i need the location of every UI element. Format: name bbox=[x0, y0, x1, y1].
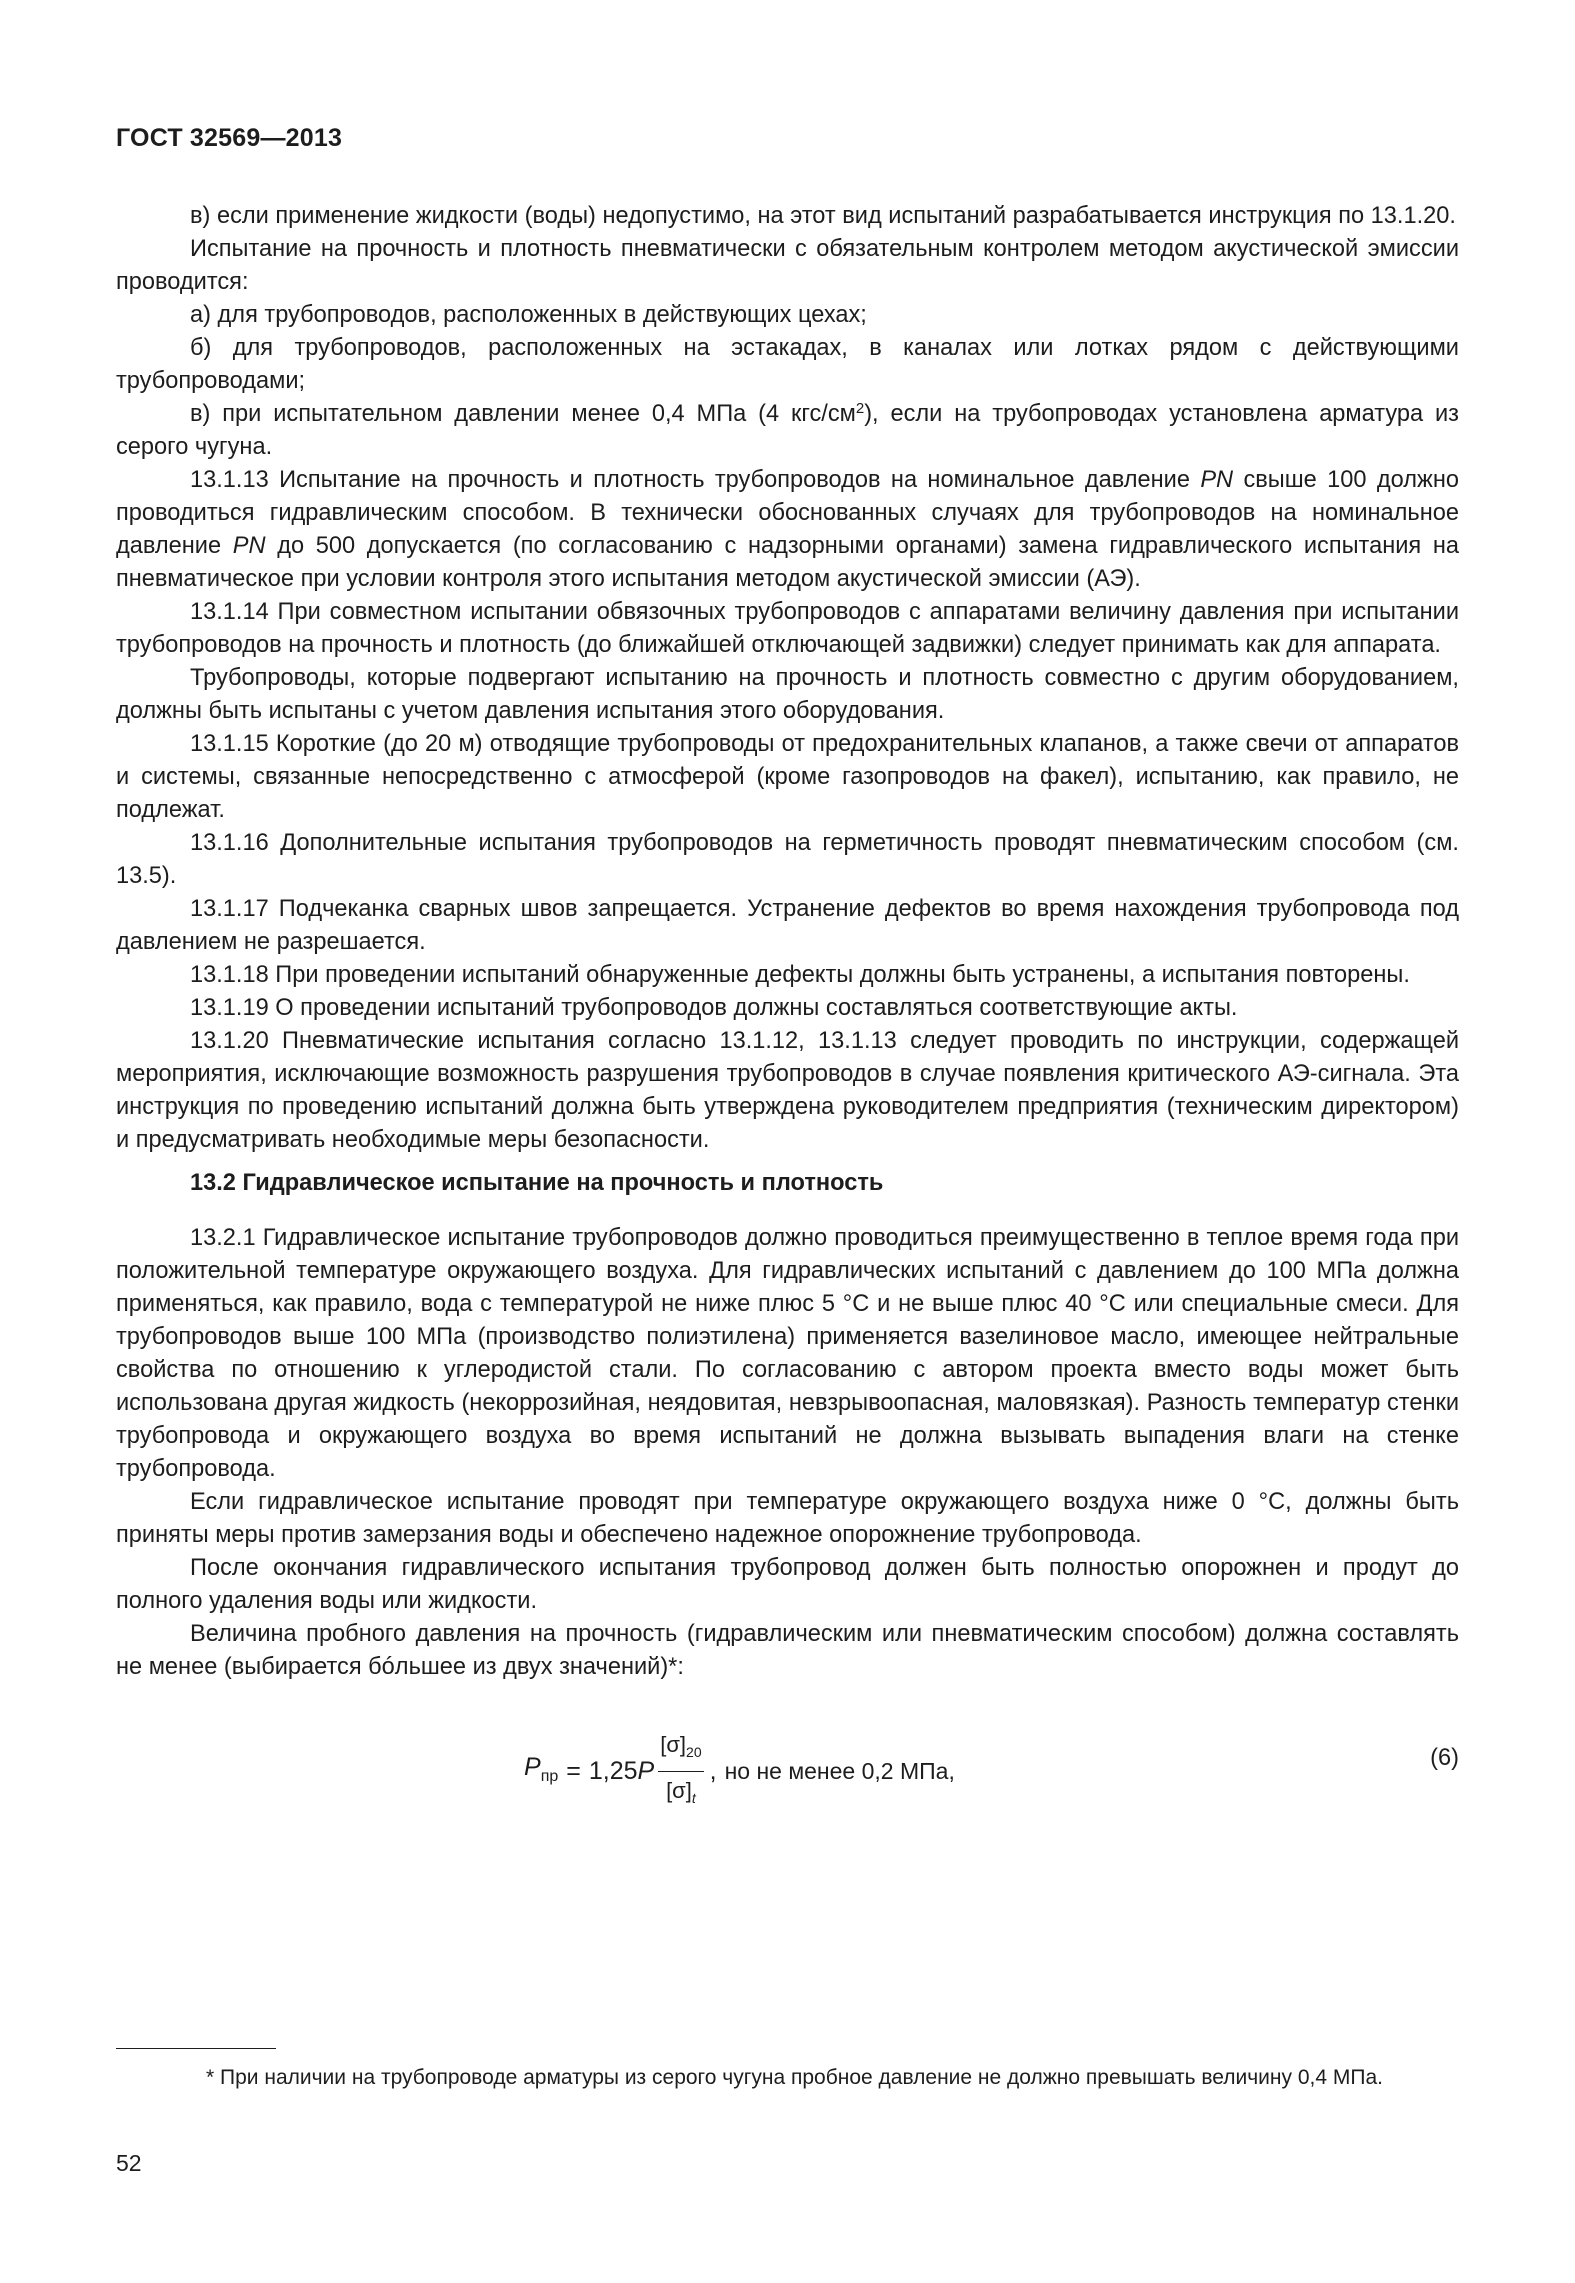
clause-13-1-13 bbox=[116, 464, 1459, 596]
document-body bbox=[116, 200, 1459, 1818]
clause-13-1-18: 13.1.18 При проведении испытаний обнаруженные дефекты должны быть устранены, а испытания повторены. bbox=[190, 962, 1410, 988]
formula-numerator bbox=[658, 1728, 703, 1772]
clause-13-1-14: 13.1.14 При совместном испытании обвязочных трубопроводов с аппаратами величину давления при испытании трубопроводов на прочность и плотность (до ближайшей отключающей задвижки) следует принимать как для аппарата. bbox=[116, 599, 1459, 658]
formula-variable: P bbox=[637, 1757, 655, 1785]
list-item: а) для трубопроводов, расположенных в действующих цехах; bbox=[190, 302, 867, 328]
clause-13-1-19: 13.1.19 О проведении испытаний трубопроводов должны составляться соответствующие акты. bbox=[190, 995, 1238, 1021]
list-item: б) для трубопроводов, расположенных на эстакадах, в каналах или лотках рядом с действующими трубопроводами; bbox=[116, 335, 1459, 394]
document-header: ГОСТ 32569—2013 bbox=[116, 124, 343, 152]
clause-13-1-16: 13.1.16 Дополнительные испытания трубопроводов на герметичность проводят пневматическим способом (см. 13.5). bbox=[116, 830, 1459, 889]
formula-comma: , bbox=[709, 1757, 717, 1785]
formula-fraction bbox=[658, 1728, 703, 1815]
footnote: * При наличии на трубопроводе арматуры из серого чугуна пробное давление не должно превышать величину 0,4 МПа. bbox=[206, 2066, 1383, 2089]
text-run: свыше 100 должно проводиться гидравлическим способом. В технически обоснованных случаях для трубопроводов на номинальное давление bbox=[116, 467, 1459, 559]
formula-lhs-subscript: пр bbox=[540, 1767, 559, 1785]
numerator-subscript: 20 bbox=[686, 1744, 702, 1760]
numerator-symbol: [σ] bbox=[660, 1732, 687, 1757]
formula-lhs-symbol: P bbox=[524, 1752, 541, 1781]
clause-13-1-15: 13.1.15 Короткие (до 20 м) отводящие трубопроводы от предохранительных клапанов, а также свечи от аппаратов и системы, связанные непосредственно с атмосферой (кроме газопроводов на факел), испытанию, как правило, не подлежат. bbox=[116, 731, 1459, 823]
formula-equals: = bbox=[566, 1757, 581, 1785]
pn-symbol: PN bbox=[1200, 467, 1234, 493]
superscript: 2 bbox=[855, 400, 865, 417]
text-run: ), если на трубопроводах установлена арматура из серого чугуна. bbox=[116, 401, 1459, 460]
clause-13-1-20: 13.1.20 Пневматические испытания согласно 13.1.12, 13.1.13 следует проводить по инструкции, содержащей мероприятия, исключающие возможность разрушения трубопроводов в случае появления критического АЭ-сигнала. Эта инструкция по проведению испытаний должна быть утверждена руководителем предприятия (техническим директором) и предусматривать необходимые меры безопасности. bbox=[116, 1028, 1459, 1153]
pn-symbol: PN bbox=[232, 533, 266, 559]
denominator-subscript: t bbox=[691, 1790, 696, 1806]
clause-13-1-17: 13.1.17 Подчеканка сварных швов запрещается. Устранение дефектов во время нахождения трубопровода под давлением не разрешается. bbox=[116, 896, 1459, 955]
text-run: в) при испытательном давлении менее 0,4 МПа (4 кгс/см bbox=[190, 401, 856, 427]
formula-6 bbox=[116, 1698, 1459, 1818]
formula-expression bbox=[524, 1728, 955, 1815]
footnote-divider bbox=[116, 2048, 276, 2049]
paragraph: в) если применение жидкости (воды) недопустимо, на этот вид испытаний разрабатывается инструкция по 13.1.20. bbox=[190, 203, 1456, 229]
paragraph: Трубопроводы, которые подвергают испытанию на прочность и плотность совместно с другим оборудованием, должны быть испытаны с учетом давления испытания этого оборудования. bbox=[116, 665, 1459, 724]
text-run: 13.1.13 Испытание на прочность и плотность трубопроводов на номинальное давление bbox=[190, 467, 1201, 493]
text-run: до 500 допускается (по согласованию с надзорными органами) замена гидравлического испытания на пневматическое при условии контроля этого испытания методом акустической эмиссии (АЭ). bbox=[116, 533, 1460, 592]
paragraph: Испытание на прочность и плотность пневматически с обязательным контролем методом акустической эмиссии проводится: bbox=[116, 236, 1459, 295]
list-item bbox=[116, 398, 1459, 464]
formula-denominator bbox=[664, 1772, 698, 1815]
section-heading: 13.2 Гидравлическое испытание на прочность и плотность bbox=[190, 1170, 884, 1196]
clause-13-2-1: 13.2.1 Гидравлическое испытание трубопроводов должно проводиться преимущественно в теплое время года при положительной температуре окружающего воздуха. Для гидравлических испытаний с давлением до 100 МПа должна применяться, как правило, вода с температурой не ниже плюс 5 °С и не выше плюс 40 °С или специальные смеси. Для трубопроводов выше 100 МПа (производство полиэтилена) применяется вазелиновое масло, имеющее нейтральные свойства по отношению к углеродистой стали. По согласованию с автором проекта вместо воды может быть использована другая жидкость (некоррозийная, неядовитая, невзрывоопасная, маловязкая). Разность температур стенки трубопровода и окружающего воздуха во время испытаний не должна вызывать выпадения влаги на стенке трубопровода. bbox=[116, 1225, 1459, 1482]
paragraph: Если гидравлическое испытание проводят при температуре окружающего воздуха ниже 0 °С, должны быть приняты меры против замерзания воды и обеспечено надежное опорожнение трубопровода. bbox=[116, 1489, 1459, 1548]
formula-coefficient: 1,25 bbox=[588, 1757, 638, 1785]
paragraph: После окончания гидравлического испытания трубопровод должен быть полностью опорожнен и продут до полного удаления воды или жидкости. bbox=[116, 1555, 1459, 1614]
page-number: 52 bbox=[116, 2150, 142, 2176]
paragraph: Величина пробного давления на прочность (гидравлическим или пневматическим способом) должна составлять не менее (выбирается бóльшее из двух значений)*: bbox=[116, 1621, 1459, 1680]
formula-lhs bbox=[524, 1751, 558, 1793]
denominator-symbol: [σ] bbox=[666, 1778, 692, 1803]
equation-number: (6) bbox=[1430, 1745, 1459, 1771]
formula-condition: но не менее 0,2 МПа, bbox=[724, 1758, 955, 1784]
